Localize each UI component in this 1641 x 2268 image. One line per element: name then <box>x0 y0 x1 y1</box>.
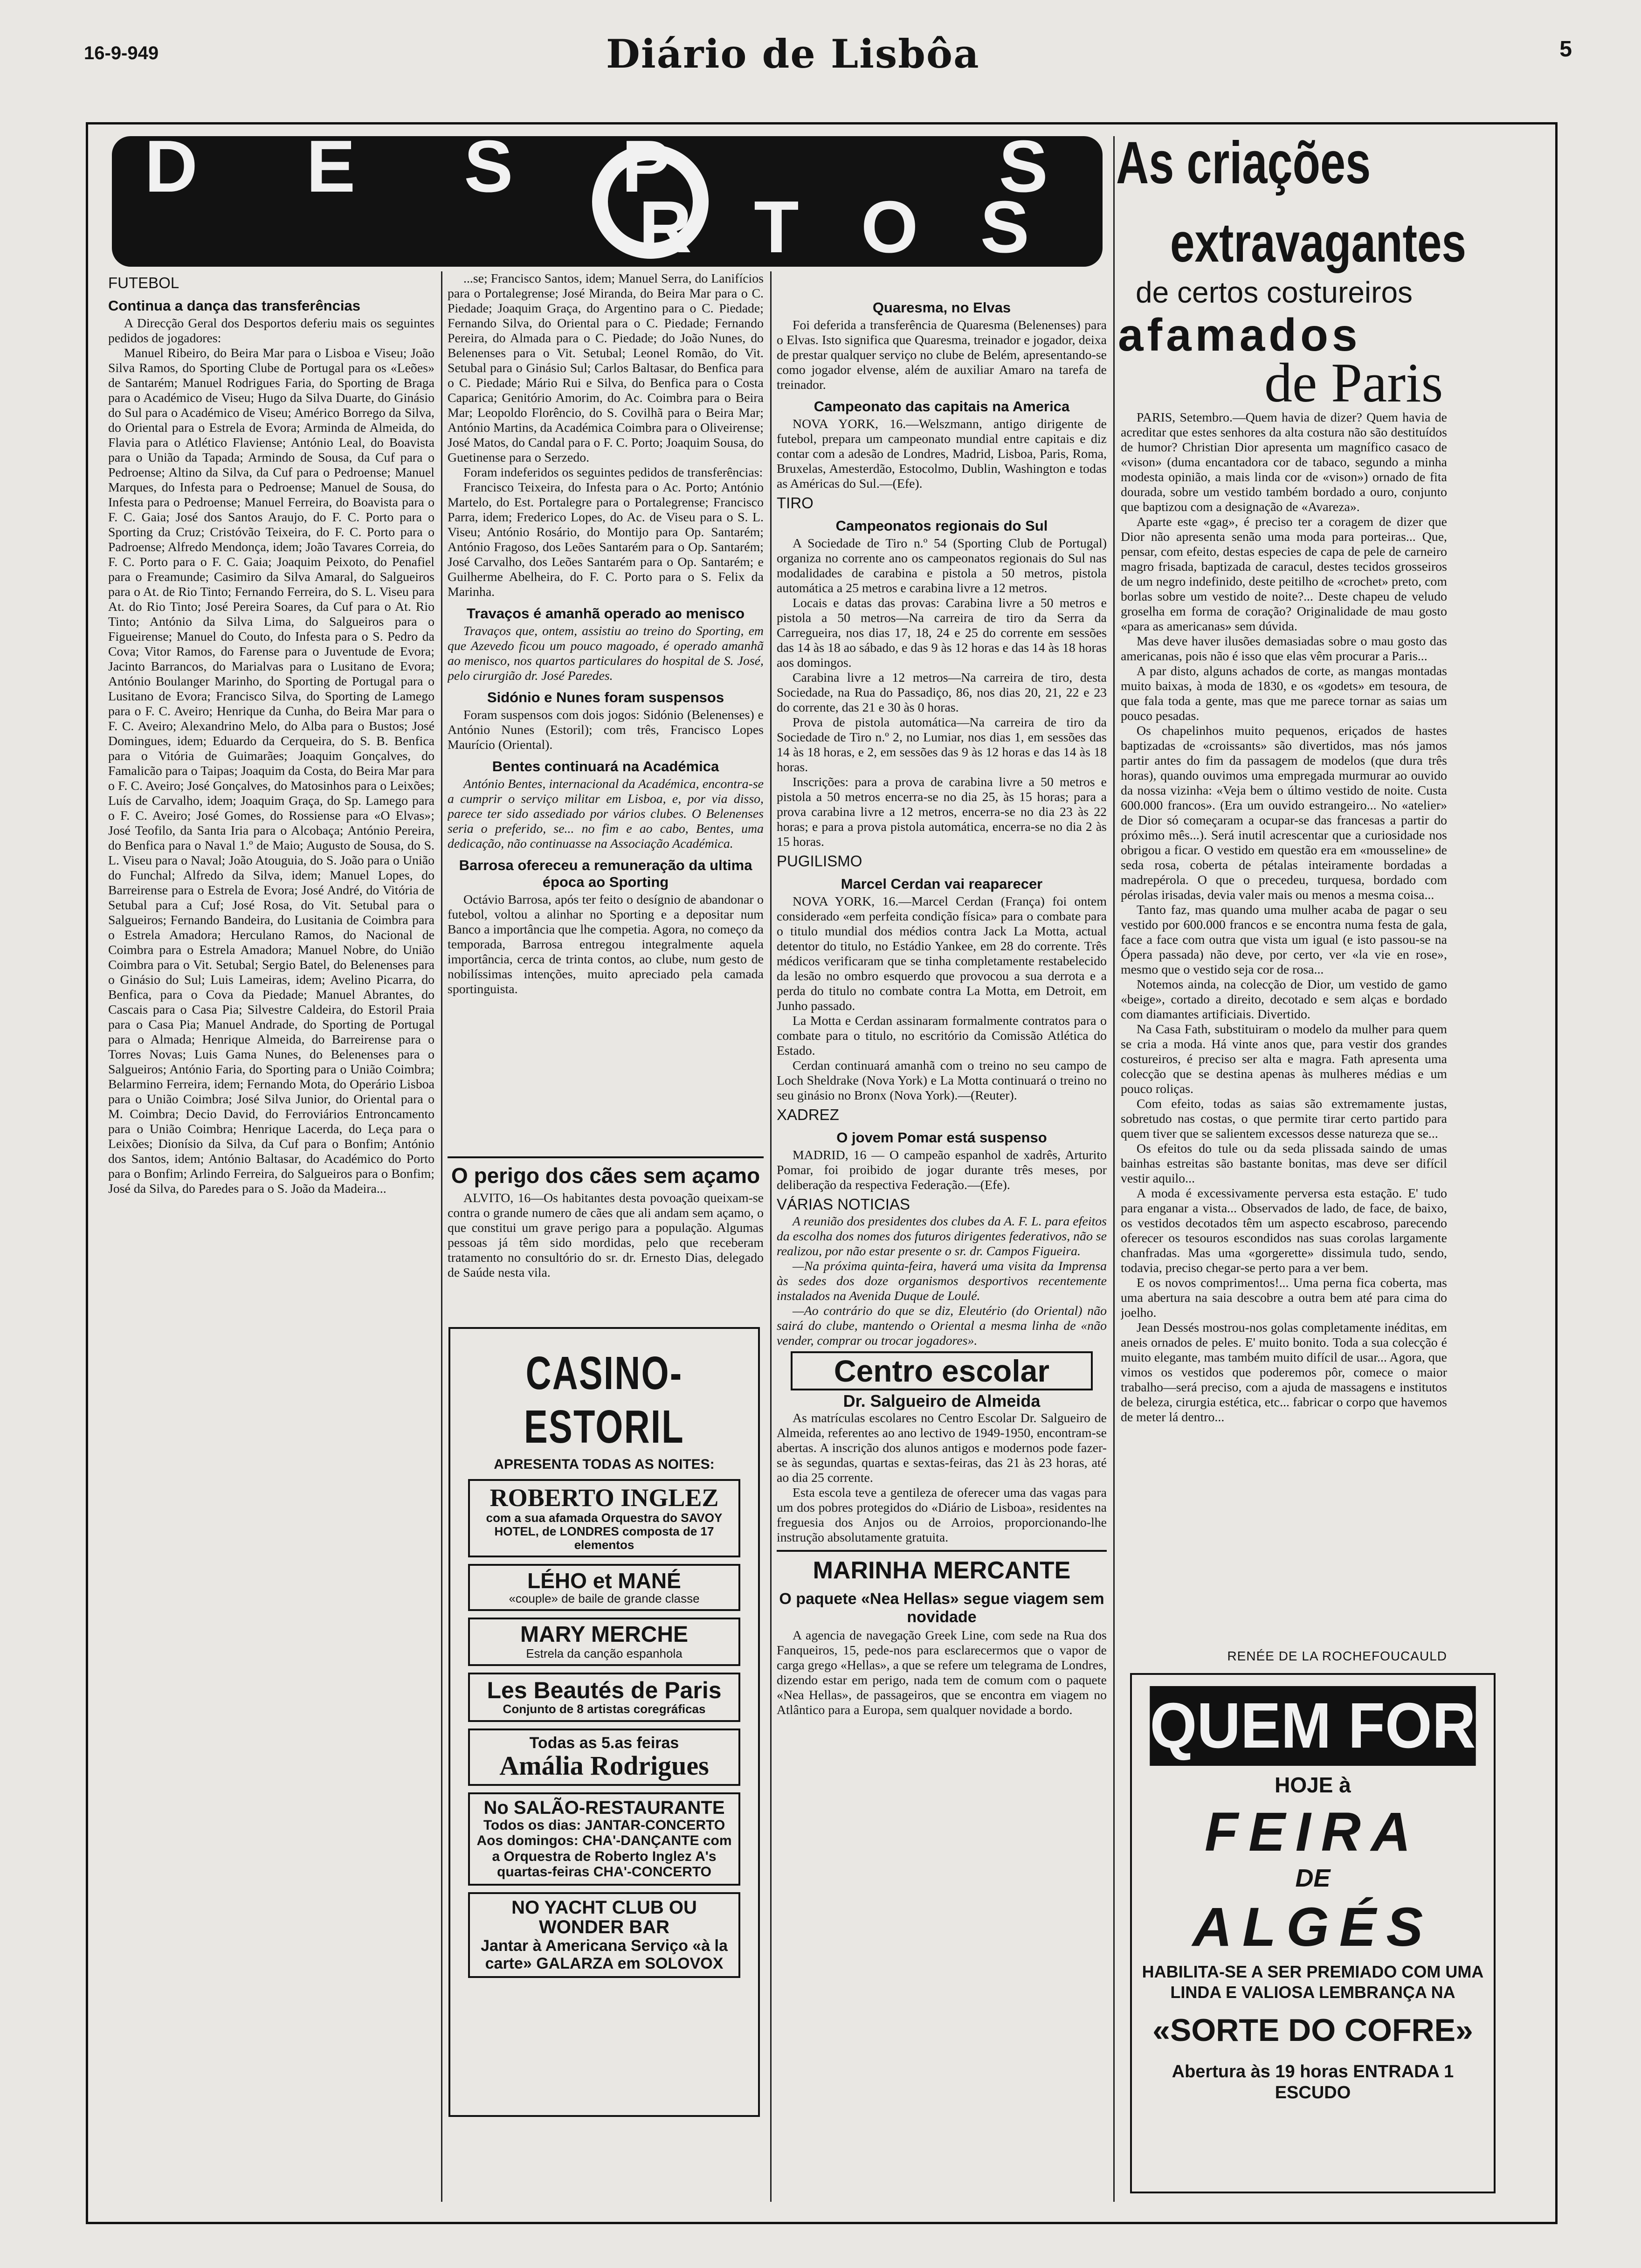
advert-line: HABILITA-SE A SER PREMIADO COM UMA LINDA E VALIOSA LEMBRANÇA NA <box>1142 1962 1484 2002</box>
article-paragraph: MADRID, 16 — O campeão espanhol de xadrês, Arturito Pomar, foi proibido de jogar durante três meses, por deliberação da respectiva Federação.—(Efe). <box>777 1148 1107 1192</box>
banner-letter: S <box>999 136 1058 207</box>
act-title: MARY MERCHE <box>520 1622 689 1647</box>
act-detail: com a sua afamada Orquestra do SAVOY HOTEL, de LONDRES composta de 17 elementos <box>486 1510 723 1552</box>
act-title: LÉHO et MANÉ <box>527 1569 681 1593</box>
page-number: 5 <box>1559 37 1572 62</box>
divider <box>777 1550 1107 1552</box>
article-headline: Sidónio e Nunes foram suspensos <box>487 689 724 705</box>
section-label: FUTEBOL <box>108 274 179 291</box>
article-headline: Marcel Cerdan vai reaparecer <box>841 876 1043 892</box>
column-rule <box>441 271 442 2202</box>
article-paragraph: Os chapelinhos muito pequenos, eriçados de hastes baptizadas de «croissants» são divertidos, mas nós jamos partir antes do fim da passagem de modelos (que dura três horas), quando ouvimos uma empregada murmurar ao ouvido da nossa vizinha: «Veja bem o último vestido de noite. Custa 600.000 francos». (Era um ouvido estrangeiro... No «atelier» de Dior só começaram a ocupar-se das francesas a partir do próximo mês...). Será inutil acrescentar que a curiosidade nos obrigou a ficar. O vestido em questão era em «mousseline» de seda rosa, coberta de pétalas inteiramente bordadas a madrepérola. O que o precedeu, turquesa, bordado com pérolas irisadas, devia valer mais ou menos a mesma coisa... <box>1121 724 1447 902</box>
article-paragraph: E os novos comprimentos!... Uma perna fica coberta, mas uma abertura na saia descobre a outra bem até para cima do joelho. <box>1121 1276 1447 1320</box>
masthead-title: Diário de Lisbôa <box>606 31 980 77</box>
advert-line: Abertura às 19 horas ENTRADA 1 ESCUDO <box>1172 2061 1454 2103</box>
article-headline: O jovem Pomar está suspenso <box>836 1129 1047 1146</box>
advert-act <box>468 1892 740 1978</box>
banner-letter: S <box>980 186 1040 267</box>
act-detail: Jantar à Americana Serviço «à la carte» GALARZA em SOLOVOX <box>481 1936 728 1972</box>
article-paragraph: Os efeitos do tule ou da seda plissada saindo de umas bainhas estreitas são bastante bonitas, mas deve ser difícil vestir aquilo... <box>1121 1141 1447 1186</box>
article-paragraph: Francisco Teixeira, do Infesta para o Ac. Porto; António Martelo, do Est. Portalegre para o Portalegrense; Francisco Parra, idem; Frederico Lopes, do Ac. de Viseu para o S. L. Viseu; António Rosário, do Montijo para Op. Santarém; António Fragoso, dos Leões Santarém para o Op. Santarém; José Carvalho, dos Leões Santarém para o Op. Santarém; e Guilherme Abelheira, do F. C. Porto para o S. Felix da Marinha. <box>448 480 764 599</box>
article-headline: Barrosa ofereceu a remuneração da ultima época ao Sporting <box>459 857 752 890</box>
advert-act <box>468 1792 740 1886</box>
fashion-headline-3: de certos costureiros <box>1136 276 1413 309</box>
article-paragraph: A reunião dos presidentes dos clubes da A. F. L. para efeitos da escolha dos nomes dos futuros dirigentes federativos, não se realizou, por não estar presente o sr. dr. Campos Figueira. <box>777 1214 1107 1258</box>
section-label: VÁRIAS NOTICIAS <box>777 1196 910 1213</box>
advert-title: QUEM FOR <box>1150 1686 1476 1766</box>
article-paragraph: Esta escola teve a gentileza de oferecer uma das vagas para um dos pobres protegidos do «Diário de Lisboa», residentes na freguesia dos Anjos ou de Arroios, proporcionando-lhe instrução absolutamente gratuita. <box>777 1486 1107 1545</box>
article-paragraph: Tanto faz, mas quando uma mulher acaba de pagar o seu vestido por 600.000 francos e se encontra numa festa de gala, face a face com outra que vista um igual (e isto passou-se na Ópera passada) não deve, por certo, ver «la vie en rose», mesmo que o vestido seja cor de rosa... <box>1121 903 1447 977</box>
article-headline: Quaresma, no Elvas <box>872 299 1011 316</box>
fashion-headline-4: afamados <box>1118 309 1361 360</box>
act-title: NO YACHT CLUB OU WONDER BAR <box>511 1897 697 1937</box>
column-3 <box>777 271 1107 2206</box>
article-paragraph: Foi deferida a transferência de Quaresma (Belenenses) para o Elvas. Isto significa que Quaresma, treinador e jogador, deixa de prestar qualquer serviço no clube de Belém, apresentando-se como jogador elvense, além de auxiliar Amaro na tarefa de treinador. <box>777 318 1107 392</box>
fashion-headline-5: de Paris <box>1264 352 1443 414</box>
article-headline: O paquete «Nea Hellas» segue viagem sem novidade <box>779 1590 1104 1626</box>
article-paragraph: A agencia de navegação Greek Line, com sede na Rua dos Fanqueiros, 15, pede-nos para esclarecermos que o vapor de carga grego «Hellas», a que se refere um telegrama de Londres, dizendo estar em perigo, nada tem de comum com o paquete «Nea Hellas», de passageiros, que se encontra em viagem no Atlântico para a Europa, sem qualquer novidade a bordo. <box>777 1628 1107 1717</box>
article-headline: Bentes continuará na Académica <box>492 758 719 774</box>
article-headline: MARINHA MERCANTE <box>813 1557 1071 1584</box>
section-label: TIRO <box>777 494 814 512</box>
article-paragraph: Notemos ainda, na colecção de Dior, um vestido de gamo «beige», cortado a direito, decotado e sem alças e bordado com diamantes artificiais. Divertido. <box>1121 977 1447 1022</box>
article-headline: Travaços é amanhã operado ao menisco <box>466 605 745 622</box>
act-detail: Todas as 5.as feiras <box>529 1734 679 1752</box>
casino-estoril-advert <box>448 1327 760 2117</box>
issue-date: 16-9-949 <box>84 43 159 63</box>
advert-subtitle: APRESENTA TODAS AS NOITES: <box>494 1457 715 1472</box>
act-detail: Estrela da canção espanhola <box>526 1646 683 1660</box>
divider <box>448 1156 764 1158</box>
banner-letter: O <box>861 186 929 267</box>
act-title: ROBERTO INGLEZ <box>490 1484 719 1512</box>
article-paragraph: NOVA YORK, 16.—Welszmann, antigo dirigente de futebol, prepara um campeonato mundial entre capitais e diz contar com a adesão de Londres, Madrid, Lisboa, Paris, Roma, Bruxelas, Amesterdão, Estocolmo, Dublin, Washington e todas as Américas do Sul.—(Efe). <box>777 417 1107 491</box>
article-paragraph: Octávio Barrosa, após ter feito o desígnio de abandonar o futebol, voltou a alinhar no Sporting e a depositar num Banco a importância que lhe competia. Agora, no começo da temporada, Barrosa entregou integralmente aquela importância, cerca de trinta contos, ao clube, num gesto de nobilíssimas intenções, muito apreciado pela camada sportinguista. <box>448 892 764 996</box>
advert-act <box>468 1729 740 1786</box>
act-title: Amália Rodrigues <box>499 1750 709 1781</box>
article-paragraph: Aparte este «gag», é preciso ter a coragem de dizer que Dior não apresenta senão uma moda para porteiras... Que, pensar, com efeito, destas especies de capa de pele de carneiro magro frisada, baptizada de caracul, destes tecidos grosseiros de um negro indefinido, deste peitilho de «crochet» preto, com borlas sobre um vestido de noite?... Deste chapeu de veludo groselha em forma de coração? Originalidade de mau gosto «para as americanas» sem dúvida. <box>1121 515 1447 634</box>
article-headline: Continua a dança das transferências <box>108 297 360 314</box>
article-paragraph: A par disto, alguns achados de corte, as mangas montadas muito baixas, à moda de 1830, e os «godets» em tesoura, de que fala toda a gente, mas que me parece tornar as saias um pouco pesadas. <box>1121 664 1447 723</box>
advert-title: CASINO-ESTORIL <box>524 1347 684 1453</box>
article-paragraph: —Ao contrário do que se diz, Eleutério (do Oriental) não sairá do clube, mantendo o Oriental a mesma linha de «não vender, comprar ou trocar jogadores». <box>777 1304 1107 1348</box>
banner-letter: R <box>639 186 703 267</box>
act-detail: Conjunto de 8 artistas coregráficas <box>503 1702 706 1716</box>
article-paragraph: Jean Dessés mostrou-nos golas completamente inéditas, em aneis ornados de peles. E' muito bonito. Toda a sua colecção é muito elegante, mas também muito difícil de usar... Agora, que vimos os vestidos que poderemos pôr, comece o maior trabalho—será preciso, com a ajuda de massagens e institutos de beleza, cirurgia estética, etc... fabricar o corpo que havemos de meter lá dentro... <box>1121 1321 1447 1424</box>
article-paragraph: António Bentes, internacional da Académica, encontra-se a cumprir o serviço militar em Lisboa, e, por via disso, parece ter sido assediado por vários clubes. O Belenenses seria o preferido, se... no fim e ao cabo, Bentes, uma dedicação, não continuasse na Associação Académica. <box>448 777 764 851</box>
banner-letter: S <box>464 136 524 207</box>
article-paragraph: Foram indeferidos os seguintes pedidos de transferências: <box>463 465 763 480</box>
article-signature: RENÉE DE LA ROCHEFOUCAULD <box>1227 1649 1447 1663</box>
article-subheadline: Dr. Salgueiro de Almeida <box>843 1391 1041 1411</box>
advert-act <box>468 1673 740 1722</box>
section-label: XADREZ <box>777 1106 839 1123</box>
article-headline: Campeonatos regionais do Sul <box>835 518 1048 534</box>
desportos-banner <box>112 136 1103 267</box>
banner-letter: T <box>754 186 809 267</box>
advert-act <box>468 1618 740 1666</box>
column-futebol <box>108 271 434 2206</box>
article-paragraph: Na Casa Fath, substituiram o modelo da mulher para quem se cria a moda. Há vinte anos que, para vestir dos grandes costureiros, é preciso ser alta e magra. Fath apresenta uma colecção que se destina apenas às mulheres médias e um pouco roliças. <box>1121 1022 1447 1096</box>
article-paragraph: La Motta e Cerdan assinaram formalmente contratos para o combate para o titulo, no escritório da Comissão Atlética do Estado. <box>777 1014 1107 1058</box>
article-paragraph: Carabina livre a 12 metros—Na carreira de tiro, desta Sociedade, na Rua do Passadiço, 86, nos dias 20, 21, 22 e 23 do corrente, das 21 e 30 às 0 horas. <box>777 671 1107 715</box>
column-rule <box>1113 136 1115 2202</box>
banner-lettering-bottom <box>639 186 1040 267</box>
article-paragraph: Foram suspensos com dois jogos: Sidónio (Belenenses) e António Nunes (Estoril); com três, Francisco Lopes Maurício (Oriental). <box>448 708 764 752</box>
dogs-article <box>448 1152 764 1310</box>
advert-line: HOJE à <box>1275 1773 1351 1797</box>
advert-act <box>468 1564 740 1611</box>
article-paragraph: PARIS, Setembro.—Quem havia de dizer? Quem havia de acreditar que estes senhores da alta costura não são destituídos de humor? Christian Dior apresenta um magnífico casaco de «vison» (duma encantadora cor de tabaco, segundo a minha modesta opinião, a mais linda cor de «vison») ornado de fita dourada, sobre um vestido também bordado a ouro, conjunto que baptizou com a designação de «Avareza». <box>1121 410 1447 514</box>
column-rule <box>770 271 772 2202</box>
article-paragraph: Manuel Ribeiro, do Beira Mar para o Lisboa e Viseu; João Silva Ramos, do Sporting Clube de Portugal para os «Leões» de Santarém; Manuel Rodrigues Faria, do Sporting de Braga para o Académico de Viseu; Hugo da Silva Duarte, do Ginásio do Sul para o Académico de Viseu; Américo Borrego da Silva, do Oriental para o Estrela de Evora; Arminda de Almeida, do Flavia para o Atlético Flaviense; António Leal, do Boavista para o União da Tapada; Armindo de Sousa, da Cuf para o Pedroense; Altino da Silva, da Cuf para o Pedroense; Manuel Marques, do Infesta para o Pedroense; Manuel de Sousa, do Infesta para o Pedroense; Manuel Ferreira, do Boavista para o F. C. Gaia; José dos Santos Araujo, do F. C. Porto para o Sporting da Cruz; Cristóvão Teixeira, do F. C. Porto para o Padroense; Alfredo Mendonça, idem; João Tavares Correia, do F. C. Porto para o F. C. Gaia; Joaquim Peixoto, do Penafiel para o Freamunde; Casimiro da Silva Amaral, do Salgueiros para o At. de Rio Tinto; Fernando Ferreira, do S. L. Viseu para At. do Rio Tinto; José Pereira Soares, da Cuf para o At. Rio Tinto; António da Silva Lima, do Salgueiros para o Figueirense; Manuel do Couto, do Infesta para o S. Pedro da Cova; Vitor Ramos, do Farense para o Juventude de Evora; Jacinto Barrancos, do Marialvas para o Lusitano de Evora; António Boulanger Marinho, do Sporting de Portugal para o Lusitano de Evora; Francisco Silva, do Sporting de Lamego para o F. C. Aveiro; Henrique da Cunha, do Beira Mar para o F. C. Aveiro; Alexandrino Melo, do Alba para o Bustos; José Domingues, idem; Eduardo da Cerqueira, do S. B. Benfica para o Vitória de Guimarães; Joaquim Gonçalves, do Famalicão para o Taipas; Joaquim da Costa, do Beira Mar para o F. C. Aveiro; José Gonçalves, do Matosinhos para o Leixões; Luís de Carvalho, idem; Joaquim Graça, do Sp. Lamego para o F. C. Aveiro; José Gomes, do Rossiense para «O Elvas»; José Teofilo, da Santa Iria para o Alcobaça; António Pereira, do Benfica para o Naval 1.º de Maio; Augusto de Sousa, do S. L. Viseu para o Naval; João Atouguia, do S. João para o União do Funchal; Alfredo da Silva, idem; Manuel Lopes, do Barreirense para o Estrela de Evora; José André, do Vitória de Setubal para a Cuf; José Rosa, do Vit. Setubal para o Salgueiros; Fernando Bandeira, do Lusitania de Coimbra para o Estrela Amadora; Herculano Ramos, do Nacional de Coimbra para o Estrela Amadora; Manuel Nobre, do União Coimbra para o Vit. Setubal; Sergio Batel, do Belenenses para o Ginásio do Sul; Luis Lameiras, idem; Avelino Picarra, do Benfica, para o Cova da Piedade; Manuel Abrantes, do Cascais para o Casa Pia; Silvestre Caldeira, do Estoril Praia para o Casa Pia; Manuel Andrade, do Sporting de Portugal para o Almada; Henrique Almeida, do Barreirense para o Torres Novas; Luis Gama Nunes, do Belenenses para o Salgueiros; António Faria, do Sporting para o União Coimbra; Belarmino Ferreira, idem; Fernando Mota, do Operário Lisboa para o União Coimbra; José Silva Junior, do Oriental para o M. Coimbra; Decio David, do Ferroviários Entroncamento para o União Coimbra; Henrique Lacerda, do Leça para o Leixões; Dionísio da Silva, da Cuf para o Bonfim; António dos Santos, idem; António Baltasar, do Académico do Porto para o Bonfim; Arlindo Ferreira, do Salgueiros para o Bonfim; José da Silva, do Paredes para o S. João da Madeira... <box>108 346 434 1196</box>
article-paragraph: Inscrições: para a prova de carabina livre a 50 metros e pistola a 50 metros encerra-se no dia 25, às 15 horas; para a prova carabina livre a 12 metros, encerra-se no dia 23 às 22 horas; e para a prova pistola automática, encerra-se no dia 2 às 15 horas. <box>777 775 1107 849</box>
advert-line: DE <box>1295 1864 1331 1892</box>
article-paragraph: A moda é excessivamente perversa esta estação. E' tudo para enganar a vista... Observados de lado, de face, de baixo, os vestidos decotados têm um aspecto escabroso, parecendo oferecer os tesouros escondidos nas suas corolas largamente chanfradas. Mas uma «gorgerette» dissimula tudo, sendo, todavia, preciso chegar-se perto para a ver bem. <box>1121 1186 1447 1275</box>
feira-alges-advert <box>1130 1673 1496 2193</box>
advert-line: «SORTE DO COFRE» <box>1152 2012 1473 2048</box>
article-paragraph: As matrículas escolares no Centro Escolar Dr. Salgueiro de Almeida, referentes ao ano lectivo de 1949-1950, encontram-se abertas. A inscrição dos alunos antigos e modernos pode fazer-se às segundas, quartas e sextas-feiras, das 21 às 23 horas, até ao dia 25 corrente. <box>777 1411 1107 1485</box>
banner-letter: E <box>306 136 366 207</box>
act-detail: Todos os dias: JANTAR-CONCERTO Aos domingos: CHA'-DANÇANTE com a Orquestra de Roberto Inglez A's quartas-feiras CHA'-CONCERTO <box>476 1817 732 1880</box>
article-paragraph: Prova de pistola automática—Na carreira de tiro da Sociedade de Tiro n.º 2, no Lumiar, nos dias 1, em sessões das 14 às 18 horas, e 2, em sessões das 9 às 12 horas e das 14 às 18 horas. <box>777 715 1107 774</box>
act-title: No SALÃO-RESTAURANTE <box>483 1797 725 1818</box>
article-paragraph: ALVITO, 16—Os habitantes desta povoação queixam-se contra o grande numero de cães que ali andam sem açamo, o que constitui um grave perigo para a população. Algumas pessoas já têm sido mordidas, pelo que receberam tratamento no consultório do sr. dr. Ernesto Dias, delegado de Saúde nesta vila. <box>448 1191 764 1280</box>
banner-letter: P <box>621 136 681 207</box>
article-headline: Campeonato das capitais na America <box>814 398 1070 415</box>
article-paragraph: A Direcção Geral dos Desportos deferiu mais os seguintes pedidos de jogadores: <box>108 316 434 346</box>
act-detail: «couple» de baile de grande classe <box>509 1591 700 1606</box>
fashion-headline-2: extravagantes <box>1170 212 1466 274</box>
advert-act <box>468 1479 740 1557</box>
column-fashion <box>1121 410 1447 1664</box>
advert-line: ALGÉS <box>1192 1896 1434 1958</box>
column-2 <box>448 271 764 1246</box>
article-paragraph: Mas deve haver ilusões demasiadas sobre o mau gosto das americanas, pois não é isso que elas vêm procurar a Paris... <box>1121 634 1447 664</box>
act-title: Les Beautés de Paris <box>487 1677 722 1703</box>
article-headline: O perigo dos cães sem açamo <box>451 1163 760 1188</box>
article-paragraph: NOVA YORK, 16.—Marcel Cerdan (França) foi ontem considerado «em perfeita condição física» para o combate para o titulo mundial dos médios contra Jack La Motta, actual detentor do titulo, no Estádio Yankee, em 28 do corrente. Três médicos verificaram que se tinha completamente restabelecido da lesão no ombro esquerdo que provocou a sua derrota e a perda do titulo no combate contra La Motta, em Detroit, em Junho passado. <box>777 894 1107 1013</box>
article-paragraph: Travaços que, ontem, assistiu ao treino do Sporting, em que Azevedo ficou um pouco magoado, é operado amanhã ao menisco, nos quartos particulares do hospital de S. José, pelo cirurgião dr. José Paredes. <box>448 624 764 683</box>
article-paragraph: Cerdan continuará amanhã com o treino no seu campo de Loch Sheldrake (Nova York) e La Motta continuará o treino no seu ginásio no Bronx (Nova York).—(Reuter). <box>777 1058 1107 1103</box>
advert-line: FEIRA <box>1205 1801 1421 1863</box>
article-paragraph: A Sociedade de Tiro n.º 54 (Sporting Club de Portugal) organiza no corrente ano os campeonatos regionais do Sul nas modalidades de carabina e pistola a 50 metros, pistola automática a 25 metros e carabina livre a 12 metros. <box>777 536 1107 595</box>
banner-letter: D <box>145 136 208 207</box>
section-label: PUGILISMO <box>777 852 862 870</box>
article-paragraph: Com efeito, todas as saias são extremamente justas, sobretudo nas costas, o que permite tirar certo partido para quem tiver que se salientem excessos desse natureza que se... <box>1121 1097 1447 1141</box>
article-paragraph: Locais e datas das provas: Carabina livre a 50 metros e pistola a 50 metros—Na carreira de tiro da Serra da Carregueira, nos dias 17, 18, 24 e 25 do corrente em sessões das 14 às 18 ao sábado, e das 9 às 12 horas e das 14 às 18 horas aos domingos. <box>777 596 1107 670</box>
article-paragraph: ...se; Francisco Santos, idem; Manuel Serra, do Lanifícios para o Portalegrense; José Miranda, do Beira Mar para o C. Piedade; Joaquim Graça, do Argentino para o C. Piedade; Fernando Silva, do Oriental para o C. Piedade; Fernando Pereira, do Almada para o C. Piedade; do João Nunes, do Belenenses para o Vit. Setubal; Leonel Romão, do Vit. Setubal para o Ginásio Sul; Carlos Baltasar, do Benfica para o C. Piedade; Mário Rui e Silva, do Benfica para o Costa Caparica; Genitório Amorim, do Ac. Coimbra para o Beira Mar; Leopoldo Florêncio, do S. Covilhã para o Beira Mar; António Martins, da Académica Coimbra para o Oliveirense; José Matos, do Candal para o F. C. Porto; Joaquim Sousa, do Guetinense para o Serzedo. <box>448 271 764 465</box>
fashion-headline: As criações <box>1116 130 1371 196</box>
article-paragraph: —Na próxima quinta-feira, haverá uma visita da Imprensa às sedes dos doze organismos desportivos recentemente instalados na Avenida Duque de Loulé. <box>777 1259 1107 1303</box>
article-headline: Centro escolar <box>791 1351 1093 1390</box>
